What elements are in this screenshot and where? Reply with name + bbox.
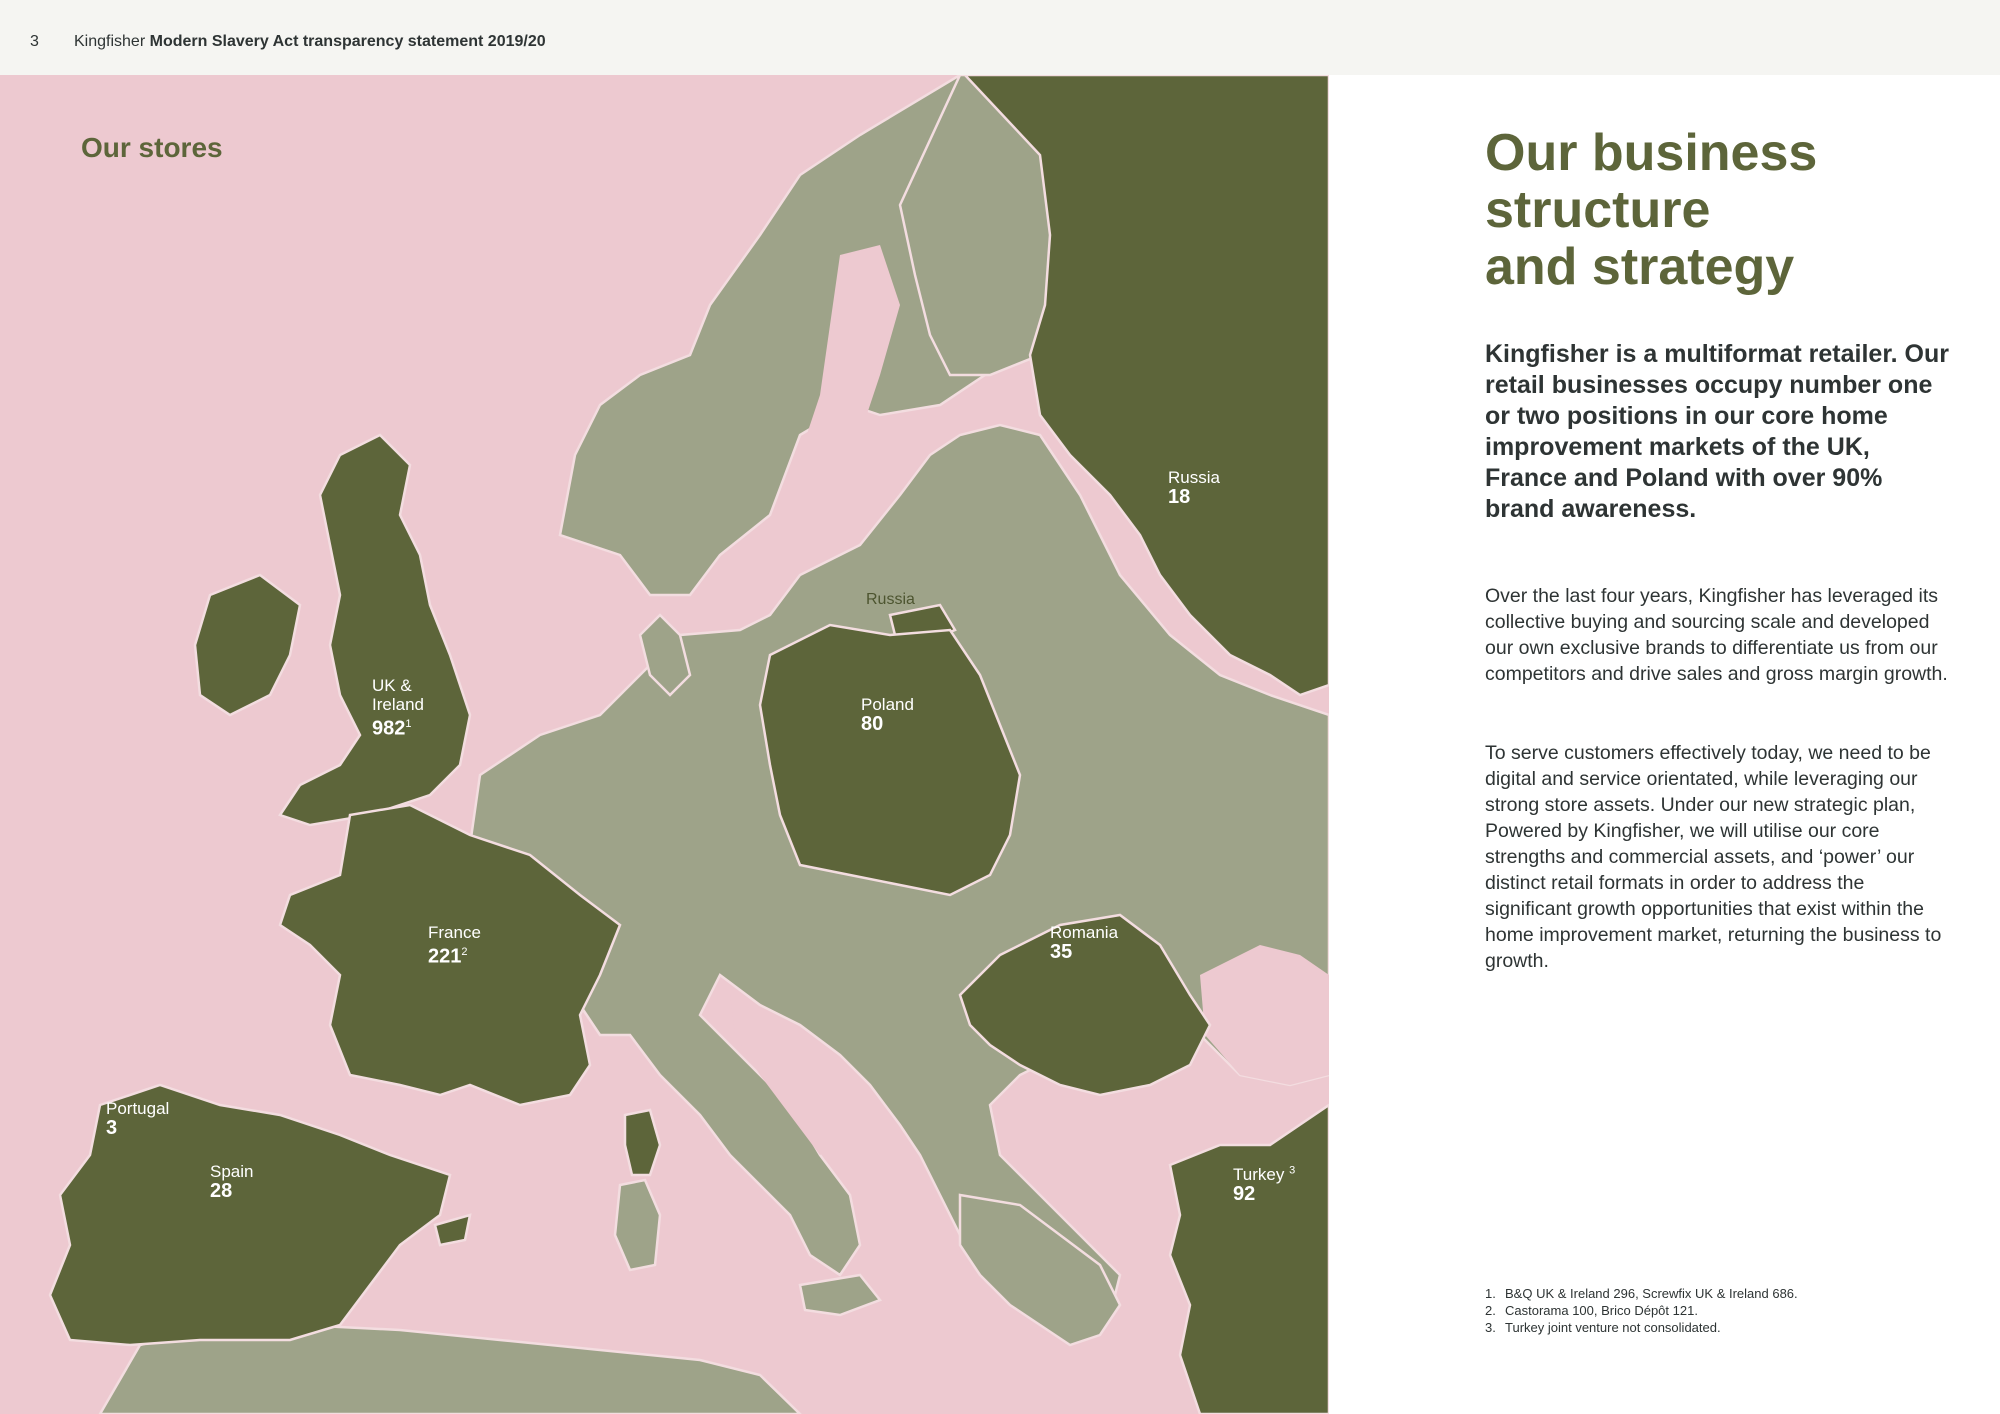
body-paragraph-1: Over the last four years, Kingfisher has leveraged its collective buying and sourcing scale and developed our own exclusive brands to differentiate us from our competitors and drive sales and gross margin growth. bbox=[1485, 585, 1948, 685]
balearic-shape bbox=[435, 1215, 470, 1245]
label-spain bbox=[210, 1162, 253, 1202]
country-name: Portugal bbox=[106, 1099, 170, 1118]
heading-line-3: and strategy bbox=[1485, 238, 1795, 296]
heading-line-2: structure bbox=[1485, 181, 1711, 239]
company-name: Kingfisher bbox=[74, 33, 146, 50]
page-heading bbox=[1485, 125, 1985, 296]
country-name: Turkey $^3$ bbox=[1233, 1164, 1296, 1184]
sicily bbox=[800, 1275, 880, 1315]
store-count: 18 bbox=[1168, 486, 1191, 508]
label-france bbox=[428, 923, 481, 968]
document-title-text: Modern Slavery Act transparency statement 2019/20 bbox=[149, 33, 546, 50]
country-name: Russia bbox=[1168, 468, 1220, 487]
body-paragraph-2: To serve customers effectively today, we need to be digital and service orientated, while leveraging our strong store assets. Under our new strategic plan, Powered by Kingfisher, we will utilise our core strengths and commercial assets, and ‘power’ our distinct retail formats in order to address the significant growth opportunities that exist within the home improvement market, returning the business to growth. bbox=[1485, 742, 1942, 972]
label-romania bbox=[1050, 923, 1118, 963]
sardinia bbox=[615, 1180, 660, 1270]
corsica-shape bbox=[625, 1110, 660, 1175]
footnote-item: 2. Castorama 100, Brico Dépôt 121. bbox=[1485, 1303, 1698, 1318]
map-graphic bbox=[0, 75, 1329, 1414]
ireland-shape bbox=[195, 575, 300, 715]
footnote-item: 3. Turkey joint venture not consolidated. bbox=[1485, 1320, 1721, 1335]
country-name: Romania bbox=[1050, 923, 1119, 942]
great-britain-shape bbox=[280, 435, 470, 825]
store-count: 28 bbox=[210, 1180, 233, 1202]
footnotes bbox=[1485, 1285, 1965, 1336]
label-russia bbox=[1168, 468, 1220, 508]
label-turkey bbox=[1233, 1161, 1295, 1205]
store-count: 92 bbox=[1233, 1182, 1256, 1205]
black-sea bbox=[1200, 945, 1329, 1085]
country-name: France bbox=[428, 923, 481, 942]
document-title bbox=[74, 33, 546, 51]
label-portugal bbox=[106, 1099, 169, 1139]
label-uk-ireland bbox=[372, 676, 424, 740]
store-count: 80 bbox=[861, 713, 884, 735]
label-kaliningrad: Russia bbox=[866, 591, 915, 608]
page-header bbox=[0, 0, 2000, 75]
turkey-shape bbox=[1170, 1105, 1329, 1414]
country-name-line2: Ireland bbox=[372, 695, 424, 714]
heading-line-1: Our business bbox=[1485, 124, 1818, 182]
section-label: Our stores bbox=[81, 132, 223, 163]
country-name: Poland bbox=[861, 695, 914, 714]
label-poland bbox=[861, 695, 914, 735]
page-number: 3 bbox=[30, 33, 39, 50]
store-count: $221^2$ bbox=[428, 945, 468, 968]
store-count: 3 bbox=[106, 1117, 118, 1139]
europe-store-map bbox=[0, 75, 1329, 1414]
footnote-item: 1. B&Q UK & Ireland 296, Screwfix UK & Ireland 686. bbox=[1485, 1286, 1798, 1301]
intro-paragraph: Kingfisher is a multiformat retailer. Our retail businesses occupy number one or two positions in our core home improvement markets of the UK, France and Poland with over 90% brand awareness. bbox=[1485, 340, 1950, 523]
store-count: 35 bbox=[1050, 941, 1073, 963]
country-name: Spain bbox=[210, 1162, 254, 1181]
country-name: UK & bbox=[372, 676, 412, 695]
store-count: $982^1$ bbox=[372, 717, 412, 740]
